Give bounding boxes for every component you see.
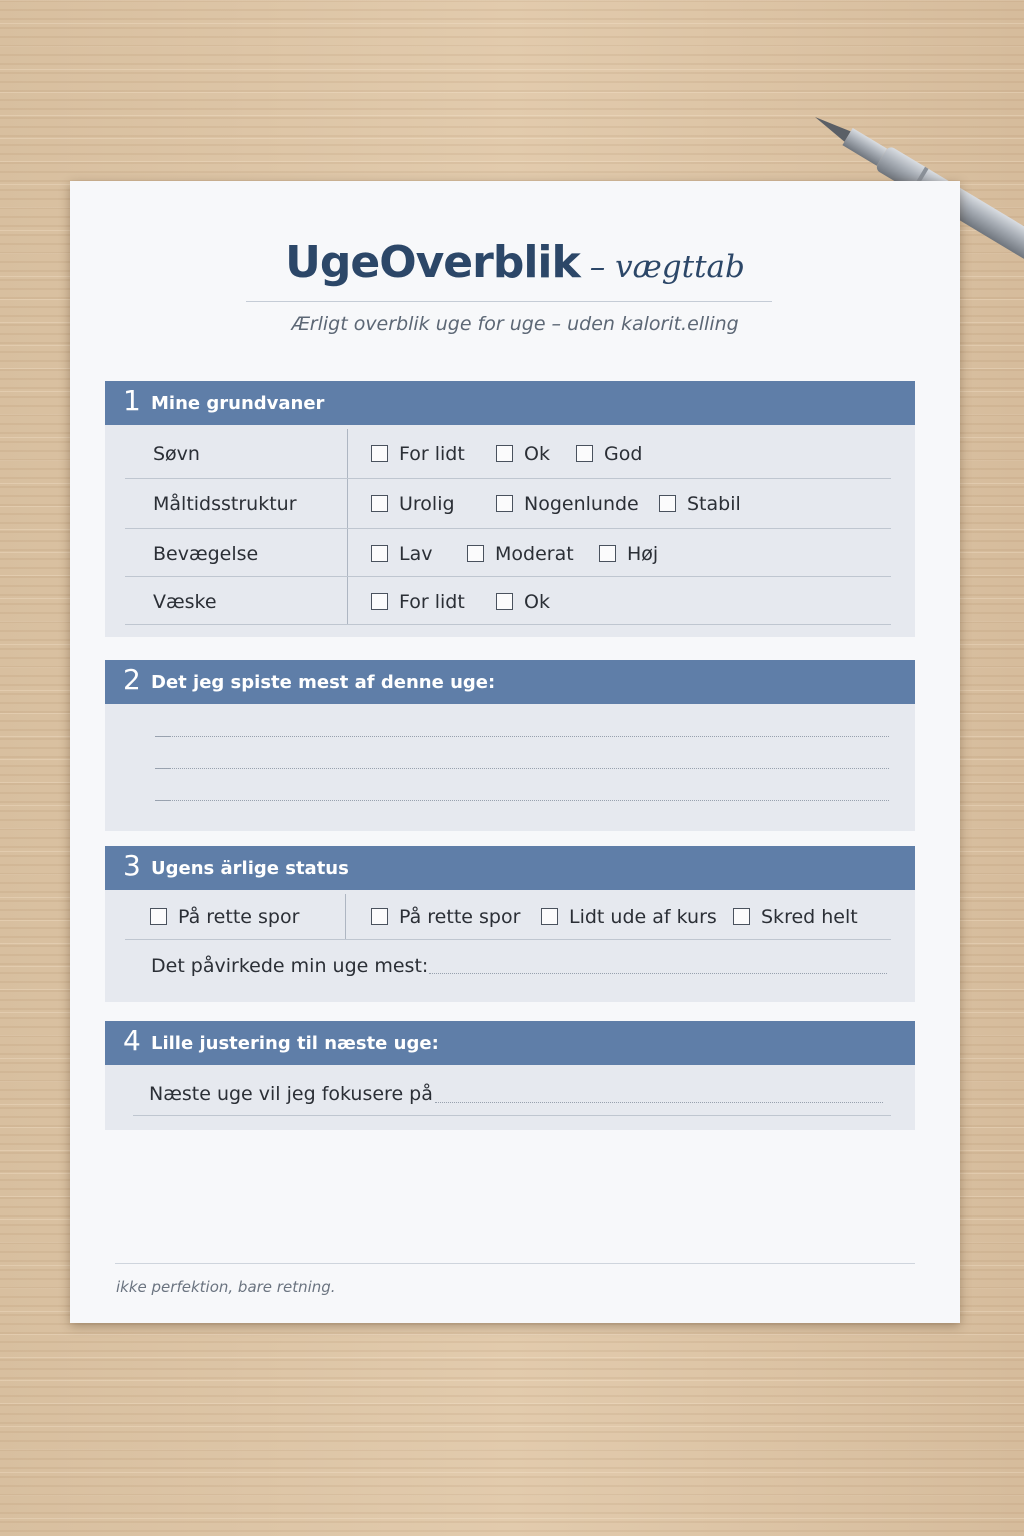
- option-movement-moderate[interactable]: Moderat: [467, 543, 574, 565]
- section-number: 3: [123, 849, 141, 882]
- checkbox[interactable]: [150, 908, 167, 925]
- write-line[interactable]: [155, 768, 889, 769]
- write-line[interactable]: [155, 736, 889, 737]
- option-sleep-good[interactable]: God: [576, 443, 642, 465]
- checkbox[interactable]: [371, 445, 388, 462]
- checkbox[interactable]: [599, 545, 616, 562]
- focus-row: [133, 1069, 891, 1116]
- option-meals-stable[interactable]: Stabil: [659, 493, 741, 515]
- option-sleep-ok[interactable]: Ok: [496, 443, 550, 465]
- title-divider: [246, 301, 772, 302]
- title-main: UgeOverblik: [285, 237, 580, 288]
- checkbox[interactable]: [659, 495, 676, 512]
- option-movement-high[interactable]: Høj: [599, 543, 658, 565]
- section-title: Det jeg spiste mest af denne uge:: [151, 672, 496, 693]
- option-completely-off[interactable]: Skred helt: [733, 906, 858, 928]
- status-options-row: [125, 894, 891, 940]
- checkbox[interactable]: [467, 545, 484, 562]
- habit-row-fluids: [125, 577, 891, 625]
- row-label: Søvn: [153, 443, 200, 465]
- checkbox[interactable]: [496, 593, 513, 610]
- footer-note: ikke perfektion, bare retning.: [116, 1278, 336, 1296]
- worksheet-paper: [70, 181, 960, 1323]
- checkbox[interactable]: [371, 545, 388, 562]
- section-number: 2: [123, 663, 141, 696]
- write-line[interactable]: [155, 800, 889, 801]
- checkbox[interactable]: [371, 593, 388, 610]
- influence-label: Det påvirkede min uge mest:: [151, 955, 429, 977]
- focus-write-line[interactable]: [435, 1102, 883, 1103]
- option-slightly-off[interactable]: Lidt ude af kurs: [541, 906, 717, 928]
- section-header: [105, 846, 915, 890]
- section-number: 1: [123, 384, 141, 417]
- checkbox[interactable]: [371, 908, 388, 925]
- row-label: Måltidsstruktur: [153, 493, 297, 515]
- option-meals-somewhat[interactable]: Nogenlunde: [496, 493, 639, 515]
- option-on-track-2[interactable]: På rette spor: [371, 906, 520, 928]
- page-title: [70, 237, 960, 288]
- section-weekly-status: [105, 846, 915, 1002]
- checkbox[interactable]: [576, 445, 593, 462]
- section-header: [105, 1021, 915, 1065]
- row-label: Væske: [153, 591, 217, 613]
- option-sleep-too-little[interactable]: For lidt: [371, 443, 465, 465]
- row-label: Bevægelse: [153, 543, 259, 565]
- title-sub: – vægttab: [589, 249, 745, 285]
- option-movement-low[interactable]: Lav: [371, 543, 432, 565]
- option-on-track[interactable]: På rette spor: [150, 906, 299, 928]
- checkbox[interactable]: [541, 908, 558, 925]
- influence-write-line[interactable]: [429, 973, 887, 974]
- section-header: [105, 381, 915, 425]
- section-header: [105, 660, 915, 704]
- option-fluids-ok[interactable]: Ok: [496, 591, 550, 613]
- habit-row-movement: [125, 529, 891, 577]
- option-fluids-too-little[interactable]: For lidt: [371, 591, 465, 613]
- checkbox[interactable]: [371, 495, 388, 512]
- section-number: 4: [123, 1024, 141, 1057]
- column-divider: [345, 894, 346, 939]
- focus-label: Næste uge vil jeg fokusere på: [149, 1083, 433, 1105]
- checkbox[interactable]: [733, 908, 750, 925]
- checkbox[interactable]: [496, 495, 513, 512]
- section-title: Mine grundvaner: [151, 393, 325, 414]
- habit-row-sleep: [125, 429, 891, 479]
- section-next-week-adjustment: [105, 1021, 915, 1130]
- option-meals-restless[interactable]: Urolig: [371, 493, 455, 515]
- section-foods-eaten: [105, 660, 915, 831]
- checkbox[interactable]: [496, 445, 513, 462]
- subtitle: Ærligt overblik uge for uge – uden kalorit.elling: [291, 313, 739, 335]
- section-basic-habits: [105, 381, 915, 637]
- section-title: Ugens ärlige status: [151, 858, 349, 879]
- habit-row-meal-structure: [125, 479, 891, 529]
- section-title: Lille justering til næste uge:: [151, 1033, 439, 1054]
- footer-divider: [115, 1263, 915, 1264]
